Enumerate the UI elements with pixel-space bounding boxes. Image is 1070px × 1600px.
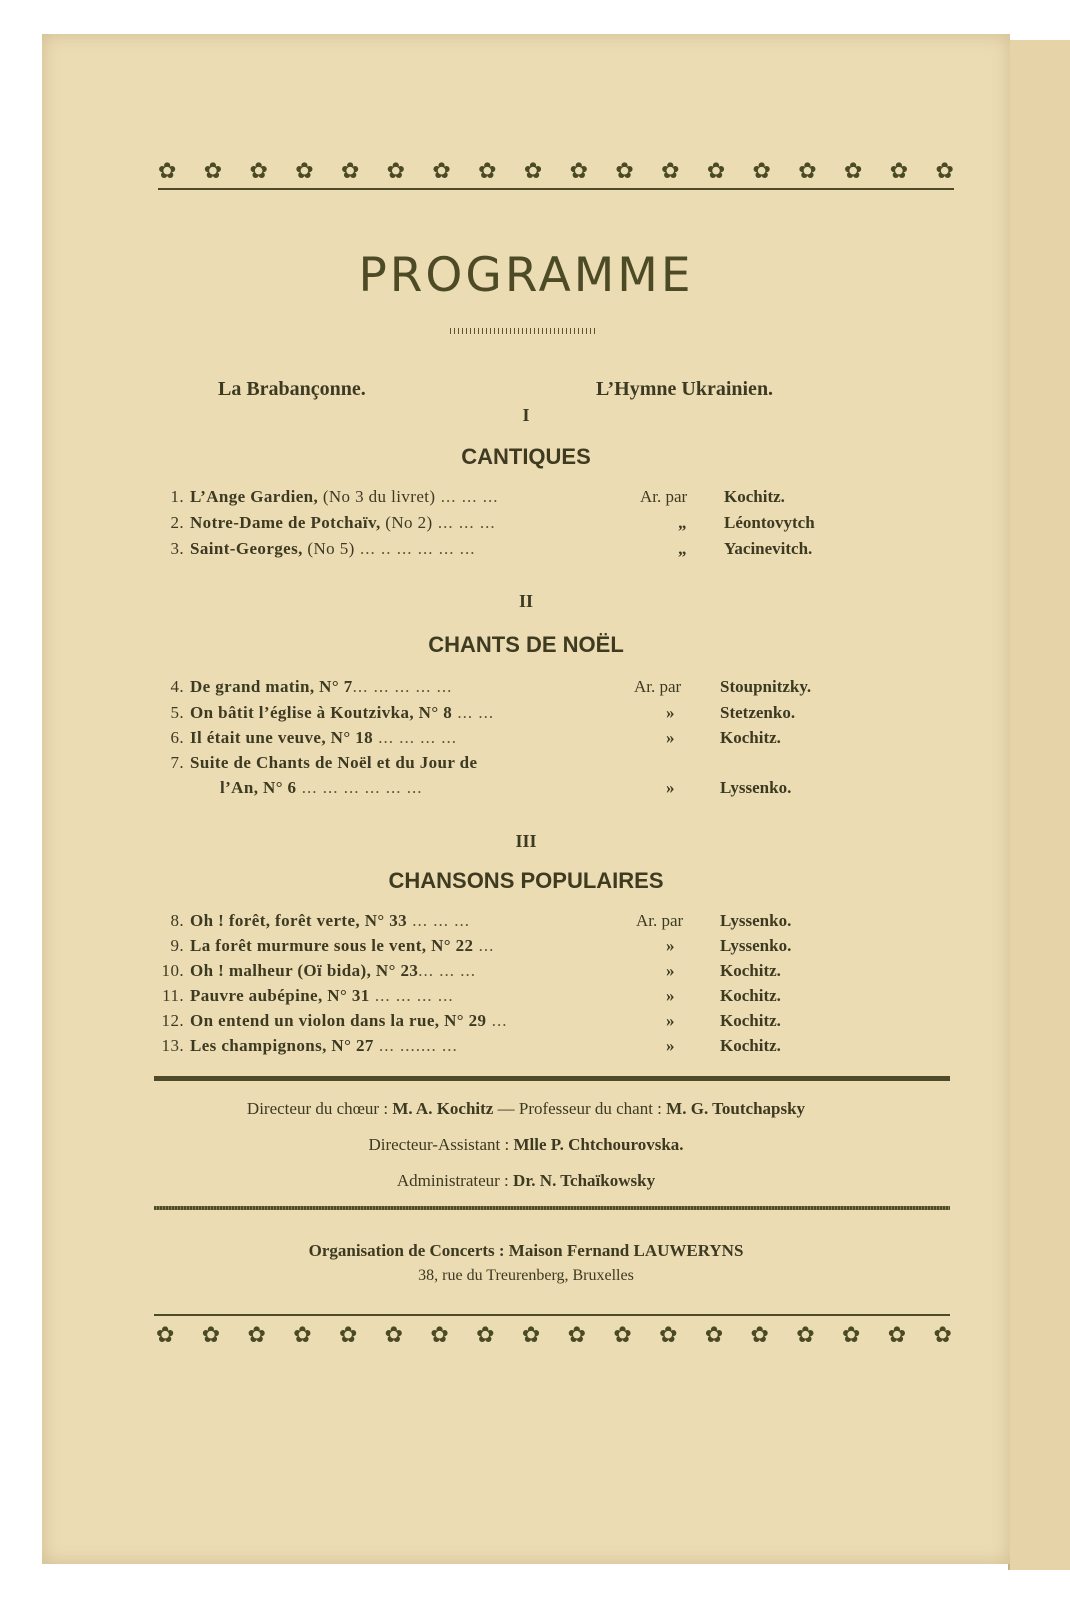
- composer-name: Kochitz.: [720, 986, 781, 1005]
- ditto-mark: »: [666, 1036, 675, 1055]
- composer-name: Stetzenko.: [720, 703, 796, 722]
- composer-name: Kochitz.: [724, 487, 785, 506]
- bottom-ornament-border: [156, 1324, 952, 1348]
- ditto-mark: »: [666, 1011, 675, 1030]
- ditto-mark: „: [678, 539, 687, 558]
- flower-ornament-icon: ✿: [158, 159, 177, 184]
- flower-ornament-icon: ✿: [523, 159, 543, 184]
- flower-ornament-icon: ✿: [476, 1323, 495, 1348]
- flower-ornament-icon: ✿: [249, 159, 268, 184]
- flower-ornament-icon: ✿: [750, 1323, 769, 1348]
- list-item: 8. Oh ! forêt, forêt verte, N° 33 ... ... ...: [170, 911, 471, 930]
- ditto-mark: »: [666, 778, 675, 797]
- composer-name: Kochitz.: [720, 1036, 781, 1055]
- list-item: 7. Suite de Chants de Noël et du Jour de: [170, 753, 478, 772]
- composer-name: Stoupnitzky.: [720, 677, 812, 696]
- organisation-line: Organisation de Concerts : Maison Fernand LAUWERYNS: [308, 1241, 744, 1260]
- composer-name: Yacinevitch.: [724, 539, 813, 558]
- section-numeral: I: [522, 405, 530, 425]
- flower-ornament-icon: ✿: [704, 1323, 724, 1348]
- composer-name: Léontovytch: [724, 513, 815, 532]
- flower-ornament-icon: ✿: [889, 159, 909, 184]
- arranger-label: Ar. par: [636, 911, 684, 930]
- flower-ornament-icon: ✿: [340, 159, 360, 184]
- anthem-left: La Brabançonne.: [218, 378, 366, 400]
- organisation-address: 38, rue du Treurenberg, Bruxelles: [418, 1267, 634, 1284]
- flower-ornament-icon: ✿: [293, 1323, 312, 1348]
- flower-ornament-icon: ✿: [247, 1323, 266, 1348]
- top-ornament-border: [158, 160, 954, 184]
- next-page-edge: [1008, 40, 1070, 1570]
- list-item: 3. Saint-Georges, (No 5) ... .. ... ... ... ...: [170, 539, 476, 558]
- flower-ornament-icon: ✿: [201, 1323, 221, 1348]
- page-title: PROGRAMME: [358, 248, 694, 303]
- flower-ornament-icon: ✿: [203, 159, 223, 184]
- section-numeral: II: [518, 591, 533, 611]
- section-title: CANTIQUES: [461, 444, 591, 469]
- credits-line-3: Administrateur : Dr. N. Tchaïkowsky: [396, 1171, 656, 1190]
- composer-name: Kochitz.: [720, 961, 781, 980]
- list-item: 2. Notre-Dame de Potchaïv, (No 2) ... ... ...: [170, 513, 496, 532]
- programme-page: [42, 34, 1010, 1564]
- composer-name: Kochitz.: [720, 1011, 781, 1030]
- list-item: 6. Il était une veuve, N° 18 ... ... ... ...: [170, 728, 458, 747]
- composer-name: Lyssenko.: [720, 936, 792, 955]
- ditto-mark: »: [666, 936, 675, 955]
- anthem-right: L’Hymne Ukrainien.: [596, 378, 774, 400]
- ditto-mark: »: [666, 961, 675, 980]
- ditto-mark: »: [666, 703, 675, 722]
- composer-name: Lyssenko.: [720, 778, 792, 797]
- ditto-mark: »: [666, 986, 675, 1005]
- section-title: CHANTS DE NOËL: [428, 632, 624, 657]
- credits-line-2: Directeur-Assistant : Mlle P. Chtchourovska.: [368, 1135, 684, 1154]
- flower-ornament-icon: ✿: [156, 1323, 175, 1348]
- flower-ornament-icon: ✿: [432, 159, 451, 184]
- credits-line-1: Directeur du chœur : M. A. Kochitz — Professeur du chant : M. G. Toutchapsky: [246, 1099, 806, 1118]
- divider-rule: [154, 1076, 950, 1081]
- flower-ornament-icon: ✿: [798, 159, 817, 184]
- flower-ornament-icon: ✿: [521, 1323, 541, 1348]
- flower-ornament-icon: ✿: [842, 1323, 861, 1348]
- list-item: 1. L’Ange Gardien, (No 3 du livret) ... ... ...: [170, 487, 499, 506]
- flower-ornament-icon: ✿: [430, 1323, 449, 1348]
- title-underline: [450, 328, 598, 334]
- arranger-label: Ar. par: [640, 487, 688, 506]
- composer-name: Lyssenko.: [720, 911, 792, 930]
- flower-ornament-icon: ✿: [567, 1323, 587, 1348]
- flower-ornament-icon: ✿: [933, 1323, 952, 1348]
- list-item: 10. Oh ! malheur (Oï bida), N° 23... ... ...: [161, 961, 476, 980]
- flower-ornament-icon: ✿: [569, 159, 589, 184]
- bottom-rule: [154, 1314, 950, 1316]
- list-item: 12. On entend un violon dans la rue, N° 29 ...: [161, 1011, 508, 1030]
- section-numeral: III: [515, 831, 537, 851]
- ditto-mark: »: [666, 728, 675, 747]
- flower-ornament-icon: ✿: [752, 159, 771, 184]
- flower-ornament-icon: ✿: [887, 1323, 907, 1348]
- list-item: 11. Pauvre aubépine, N° 31 ... ... ... ...: [162, 986, 454, 1005]
- section-title: CHANSONS POPULAIRES: [388, 868, 664, 893]
- flower-ornament-icon: ✿: [661, 159, 680, 184]
- flower-ornament-icon: ✿: [613, 1323, 632, 1348]
- arranger-label: Ar. par: [634, 677, 682, 696]
- ditto-mark: „: [678, 513, 687, 532]
- top-rule: [158, 188, 954, 190]
- flower-ornament-icon: ✿: [386, 159, 406, 184]
- flower-ornament-icon: ✿: [338, 1323, 358, 1348]
- flower-ornament-icon: ✿: [384, 1323, 404, 1348]
- flower-ornament-icon: ✿: [659, 1323, 678, 1348]
- divider-rule: [154, 1206, 950, 1210]
- flower-ornament-icon: ✿: [844, 159, 863, 184]
- flower-ornament-icon: ✿: [295, 159, 314, 184]
- flower-ornament-icon: ✿: [796, 1323, 815, 1348]
- list-item: 5. On bâtit l’église à Koutzivka, N° 8 ... ...: [170, 703, 495, 722]
- list-item: 13. Les champignons, N° 27 ... ....... ...: [161, 1036, 458, 1055]
- composer-name: Kochitz.: [720, 728, 781, 747]
- flower-ornament-icon: ✿: [615, 159, 634, 184]
- list-item: 9. La forêt murmure sous le vent, N° 22 ...: [170, 936, 495, 955]
- flower-ornament-icon: ✿: [706, 159, 726, 184]
- flower-ornament-icon: ✿: [935, 159, 954, 184]
- list-item: 4. De grand matin, N° 7... ... ... ... ...: [170, 677, 453, 696]
- flower-ornament-icon: ✿: [478, 159, 497, 184]
- list-item-continuation: l’An, N° 6 ... ... ... ... ... ...: [220, 778, 423, 797]
